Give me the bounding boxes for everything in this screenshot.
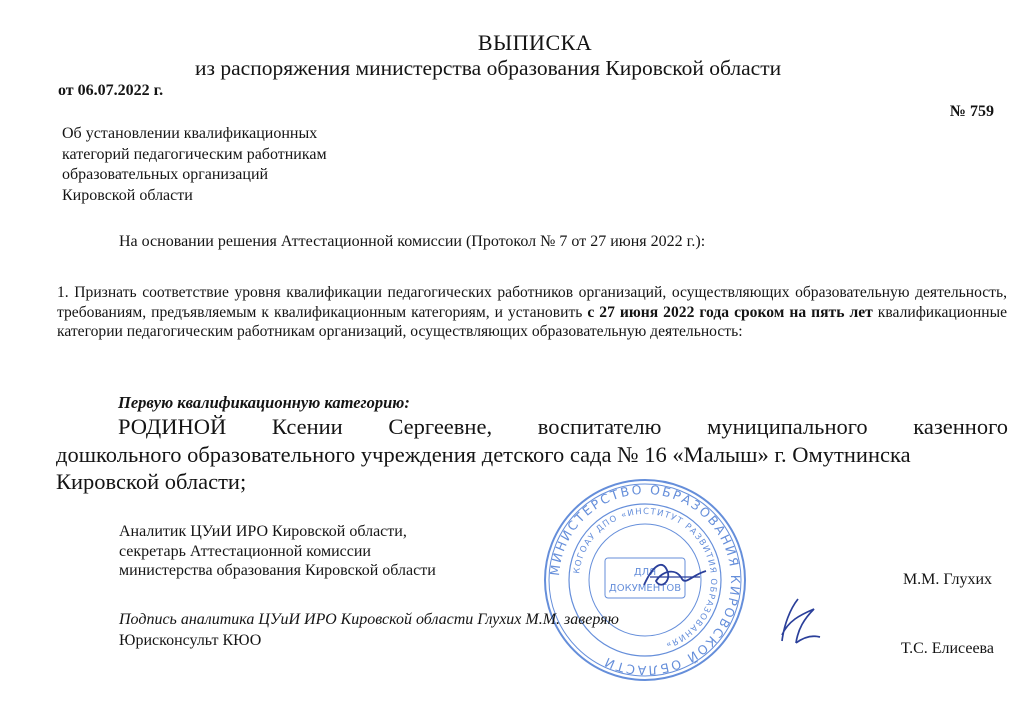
subject-line: образовательных организаций [62, 166, 269, 183]
paragraph-text-end: квалификационные категории педагогическим работникам организаций, осуществляющих образовательную деятельность: [57, 303, 1007, 340]
basis-text: На основании решения Аттестационной комиссии (Протокол № 7 от 27 июня 2022 г.): [119, 233, 706, 250]
stamp-inner-path: КОГОАУ ДПО «ИНСТИТУТ РАЗВИТИЯ ОБРАЗОВАНИЯ» [572, 506, 719, 650]
signature-eliseeva [770, 595, 830, 650]
certifier-role: Юрисконсульт КЮО [119, 632, 262, 649]
signatory-line: министерства образования Кировской области [119, 562, 436, 579]
stamp-outer-path: МИНИСТЕРСТВО ОБРАЗОВАНИЯ КИРОВСКОЙ ОБЛАСТИ [546, 481, 744, 679]
person-entry [56, 413, 1008, 496]
subject-line: Кировской области [62, 186, 193, 204]
signature-glukhikh [640, 555, 710, 595]
stamp-center-top: ДЛЯ [633, 567, 657, 578]
order-date: от 06.07.2022 г. [58, 82, 164, 99]
person-line-3: Кировской области; [56, 469, 247, 494]
category-heading: Первую квалификационную категорию: [118, 393, 410, 412]
paragraph-text: 1. Признать соответствие уровня квалификации педагогических работников организаций, осуществляющих образовательную деятельность, требованиям, предъявляемым к квалификационным категориям, и установить [57, 284, 1007, 321]
subject-line: Об установлении квалификационных [62, 125, 318, 142]
certification-text: Подпись аналитика ЦУиИ ИРО Кировской области Глухих М.М. заверяю [119, 611, 619, 628]
signatory-position [119, 522, 436, 581]
paragraph-bold-term: с 27 июня 2022 года сроком на пять лет [587, 303, 873, 321]
signatory-line: секретарь Аттестационной комиссии [119, 542, 371, 560]
person-line-1 [56, 413, 1008, 441]
order-subject [62, 124, 422, 206]
person-word: Ксении [271, 414, 343, 439]
certifier-name: Т.С. Елисеева [900, 640, 994, 657]
main-paragraph [57, 283, 1007, 342]
subject-line: категорий педагогическим работникам [62, 145, 327, 163]
person-word: Сергеевне, [388, 414, 493, 439]
person-line-2: дошкольного образовательного учреждения детского сада № 16 «Малыш» г. Омутнинска [56, 441, 911, 467]
order-number: № 759 [949, 103, 994, 120]
document-subtitle: из распоряжения министерства образования Кировской области [195, 56, 782, 80]
stamp-center-bottom: ДОКУМЕНТОВ [608, 583, 682, 594]
signatory-name: М.М. Глухих [902, 571, 992, 588]
person-word: РОДИНОЙ [118, 414, 227, 439]
document-title: ВЫПИСКА [477, 30, 593, 55]
person-word: муниципального [707, 414, 868, 439]
signatory-line: Аналитик ЦУиИ ИРО Кировской области, [119, 523, 407, 540]
person-word: воспитателю [537, 414, 662, 439]
person-word: казенного [913, 414, 1008, 439]
